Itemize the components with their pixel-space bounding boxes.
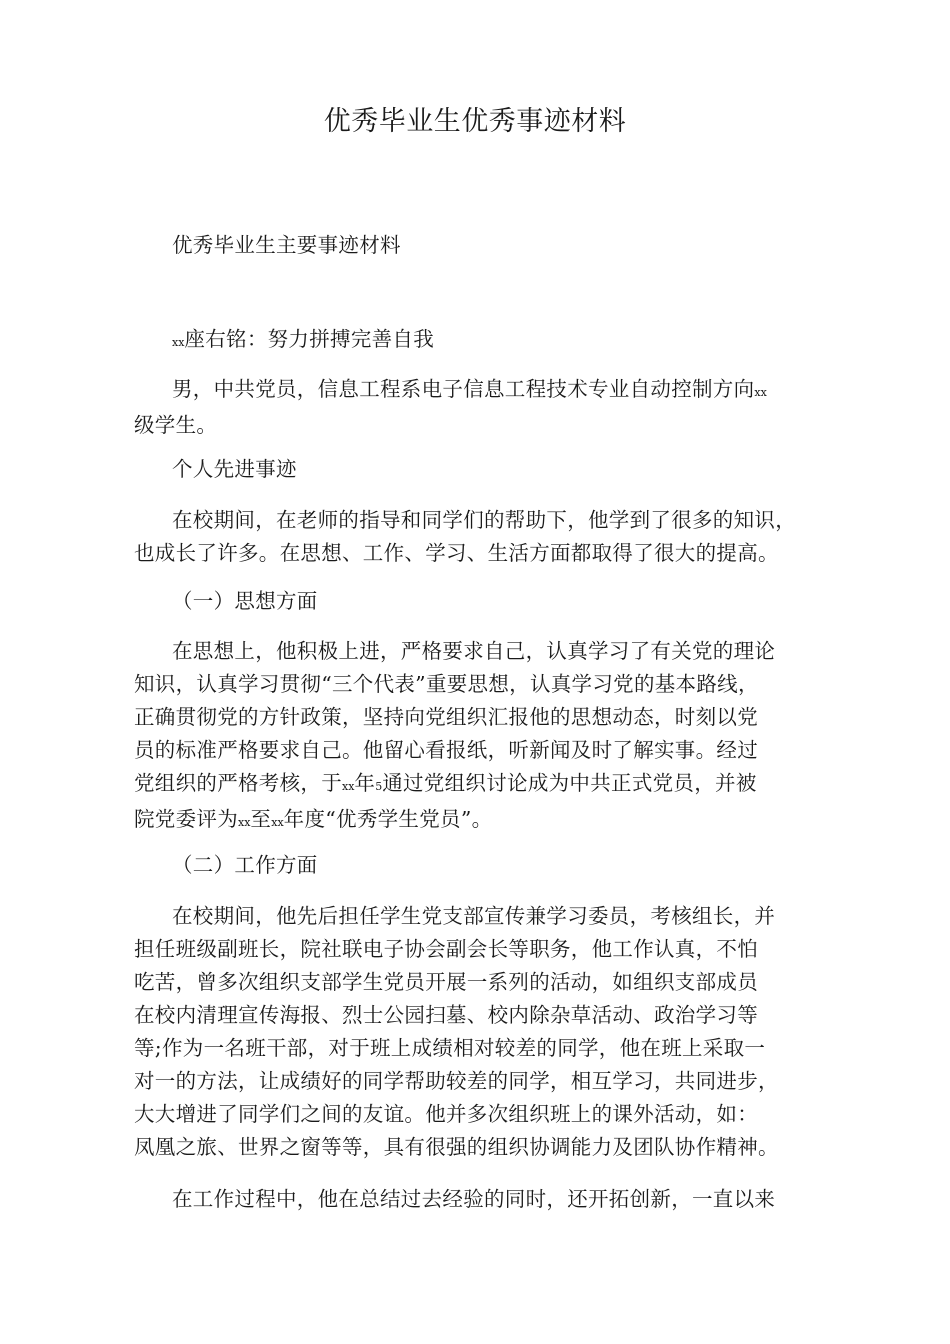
intro-paragraph: 男，中共党员，信息工程系电子信息工程技术专业自动控制方向xx 级学生。 (134, 377, 767, 437)
subheading-ideology: （一）思想方面 (172, 589, 318, 613)
document-title: 优秀毕业生优秀事迹材料 (323, 106, 627, 137)
paragraph-work: 在校期间，他先后担任学生党支部宣传兼学习委员，考核组长，并 担任班级副班长，院社联电子协会副会长等职务，他工作认真，不怕 吃苦，曾多次组织支部学生党员开展一系列的活动，如组织支部成员 在校内清理宣传海报、烈士公园扫墓、校内除杂草活动、政治学习等 等;作为一名班干部，对于班上成绩相对较差的同学，他在班上采取一 对一的方法，让成绩好的同学帮助较差的同学，相互学习，共同进步， 大大增进了同学们之间的友谊。他并多次组织班上的课外活动，如： 凤凰之旅、世界之窗等等，具有很强的组织协调能力及团队协作精神。 (134, 904, 779, 1159)
document-subtitle: 优秀毕业生主要事迹材料 (172, 233, 401, 257)
paragraph-work-continued: 在工作过程中，他在总结过去经验的同时，还开拓创新，一直以来 (172, 1187, 776, 1211)
motto-line (134, 323, 824, 359)
subheading-work: （二）工作方面 (172, 853, 318, 877)
motto-prefix: xx (172, 336, 185, 349)
motto-text: 座右铭：努力拼搏完善自我 (184, 327, 435, 351)
paragraph-ideology: 在思想上，他积极上进，严格要求自己，认真学习了有关党的理论 知识，认真学习贯彻“三个代表”重要思想，认真学习党的基本路线， 正确贯彻党的方针政策，坚持向党组织汇报他的思想动态，时刻以党 员的标准严格要求自己。他留心看报纸，听新闻及时了解实事。经过 党组织的严格考核，于xx年5通过党组织讨论成为中共正式党员，并被 院党委评为xx至xx年度“优秀学生党员”。 (134, 639, 776, 831)
paragraph-overview: 在校期间，在老师的指导和同学们的帮助下，他学到了很多的知识， 也成长了许多。在思想、工作、学习、生活方面都取得了很大的提高。 (134, 508, 796, 565)
section-heading: 个人先进事迹 (172, 457, 297, 481)
